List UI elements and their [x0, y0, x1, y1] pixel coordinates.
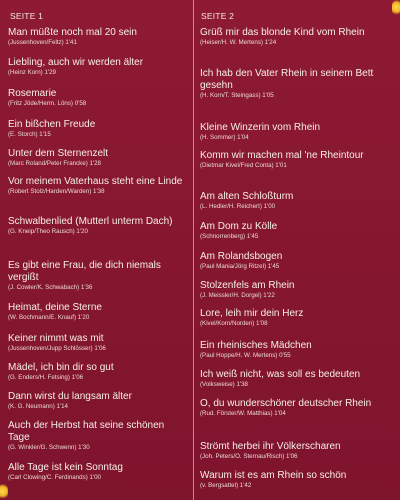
track-credit: (G. Winkler/G. Schwenn) 1'30: [8, 444, 90, 451]
track-credit: (Marc Roland/Peter Francke) 1'28: [8, 160, 101, 167]
track-title: Keiner nimmt was mit: [8, 333, 104, 344]
track-item: [8, 57, 188, 77]
track-item: [8, 216, 188, 236]
track-credit: (Kivel/Korn/Norden) 1'08: [200, 320, 268, 327]
track-title: Mädel, ich bin dir so gut: [8, 362, 114, 373]
track-item: [200, 340, 396, 360]
track-title: Komm wir machen mal 'ne Rheintour: [200, 150, 364, 161]
track-title: Am Dom zu Kölle: [200, 221, 278, 232]
track-item: [200, 280, 396, 300]
track-credit: (Schnorrenberg) 1'45: [200, 233, 259, 240]
track-credit: (Jussenhoven/Jupp Schlösser) 1'06: [8, 345, 106, 352]
track-title: Ein rheinisches Mädchen: [200, 340, 312, 351]
track-item: [8, 302, 188, 322]
track-item: [200, 150, 396, 170]
track-item: [8, 119, 188, 139]
side-2-label: SEITE 2: [201, 11, 235, 21]
track-item: [8, 88, 188, 108]
column-divider: [193, 0, 194, 500]
track-item: [200, 68, 396, 100]
track-item: [200, 122, 396, 142]
track-credit: (H. Sommer) 1'04: [200, 134, 249, 141]
track-title: Auch der Herbst hat seine schönen Tage: [8, 420, 165, 443]
track-item: [200, 308, 396, 328]
track-credit: (J. Cowler/K. Schwabach) 1'36: [8, 284, 93, 291]
track-item: [8, 176, 188, 196]
track-item: [8, 148, 188, 168]
track-item: [8, 420, 188, 452]
track-credit: (G. Enders/H. Fetsing) 1'06: [8, 374, 84, 381]
track-title: Ein bißchen Freude: [8, 119, 96, 130]
track-credit: (Fritz Jöde/Herm. Löns) 0'58: [8, 100, 87, 107]
track-title: Stolzenfels am Rhein: [200, 280, 295, 291]
track-title: Kleine Winzerin vom Rhein: [200, 122, 321, 133]
track-credit: (Joh. Peters/O. Sternau/Risch) 1'06: [200, 453, 298, 460]
side-1-label: SEITE 1: [10, 11, 44, 21]
track-title: Am alten Schloßturm: [200, 191, 294, 202]
track-title: Alle Tage ist kein Sonntag: [8, 462, 123, 473]
track-item: [200, 470, 396, 490]
side-2-column: [200, 0, 396, 500]
track-credit: (J. Meissler/H. Dorgel) 1'22: [200, 292, 275, 299]
track-credit: (K. G. Neumann) 1'14: [8, 403, 68, 410]
track-item: [8, 333, 188, 353]
track-item: [200, 398, 396, 418]
track-item: [8, 391, 188, 411]
track-title: Ich weiß nicht, was soll es bedeuten: [200, 369, 361, 380]
track-credit: (Heinz Korn) 1'29: [8, 69, 56, 76]
track-credit: (Dietmar Kivel/Fred Conta) 1'01: [200, 162, 287, 169]
track-item: [200, 221, 396, 241]
track-title: Vor meinem Vaterhaus steht eine Linde: [8, 176, 183, 187]
track-item: [8, 27, 188, 47]
track-credit: (Paul Hoppe/H. W. Mertens) 0'55: [200, 352, 291, 359]
track-item: [200, 191, 396, 211]
track-title: Dann wirst du langsam älter: [8, 391, 132, 402]
track-item: [8, 462, 188, 482]
gold-corner-accent-bottom: [0, 484, 8, 500]
track-title: Liebling, auch wir werden älter: [8, 57, 144, 68]
track-title: Grüß mir das blonde Kind vom Rhein: [200, 27, 365, 38]
track-title: Rosemarie: [8, 88, 57, 99]
track-item: [8, 362, 188, 382]
track-item: [200, 27, 396, 47]
track-credit: (v. Bergsattel) 1'42: [200, 482, 252, 489]
track-item: [200, 441, 396, 461]
track-credit: (Paul Mania/Jörg Ritzel) 1'45: [200, 263, 280, 270]
track-credit: (G. Kneip/Theo Rausch) 1'20: [8, 228, 88, 235]
track-title: Unter dem Sternenzelt: [8, 148, 109, 159]
track-title: Lore, leih mir dein Herz: [200, 308, 304, 319]
track-title: Es gibt eine Frau, die dich niemals vergißt: [8, 260, 161, 283]
track-title: Strömt herbei ihr Völkerscharen: [200, 441, 341, 452]
track-title: Am Rolandsbogen: [200, 251, 283, 262]
track-credit: (W. Bochmann/E. Knauf) 1'20: [8, 314, 90, 321]
track-credit: (E. Storch) 1'15: [8, 131, 51, 138]
track-title: O, du wunderschöner deutscher Rhein: [200, 398, 372, 409]
track-item: [8, 260, 188, 292]
track-title: Heimat, deine Sterne: [8, 302, 102, 313]
track-credit: (Heiser/H. W. Mertens) 1'24: [200, 39, 277, 46]
track-credit: (Rud. Förster/W. Matthias) 1'04: [200, 410, 286, 417]
track-item: [200, 251, 396, 271]
track-credit: (Volksweise) 1'38: [200, 381, 248, 388]
track-credit: (H. Korn/T. Steingass) 1'05: [200, 92, 274, 99]
side-1-column: [8, 0, 188, 500]
track-credit: (Jussenhoven/Feltz) 1'41: [8, 39, 77, 46]
track-credit: (L. Hedler/H. Reichert) 1'00: [200, 203, 276, 210]
track-item: [200, 369, 396, 389]
track-title: Ich hab den Vater Rhein in seinem Bett gesehn: [200, 68, 374, 91]
track-credit: (Robert Stolz/Harden/Warden) 1'38: [8, 188, 105, 195]
track-title: Warum ist es am Rhein so schön: [200, 470, 347, 481]
track-title: Man müßte noch mal 20 sein: [8, 27, 137, 38]
track-credit: (Carl Clowing/C. Ferdinands) 1'00: [8, 474, 101, 481]
track-title: Schwalbenlied (Mutterl unterm Dach): [8, 216, 173, 227]
